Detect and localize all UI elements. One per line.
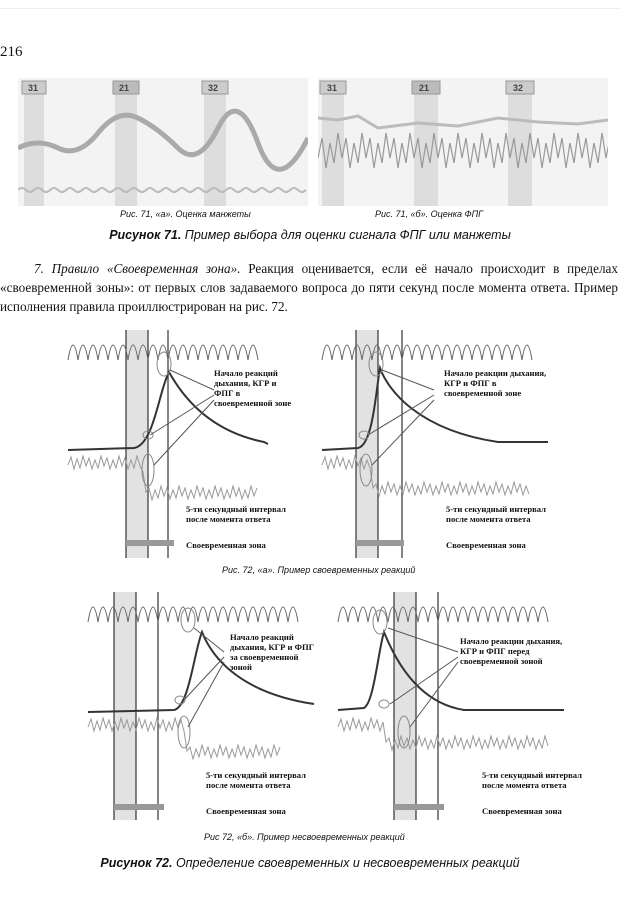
fig72-tr-breath (322, 345, 532, 360)
fig72-br-zone-band (394, 592, 416, 820)
fig72-tl-circle-1 (157, 352, 171, 376)
fig71-title (0, 228, 620, 242)
fig72-tr-chart (318, 330, 558, 560)
fig71a-label-3: 32 (208, 83, 219, 93)
fig72-br-interval: 5-ти секундный интервал после момента ответа (482, 770, 582, 790)
fig72-tl-zone: Своевременная зона (186, 540, 266, 550)
fig72-tr-zone-bar (356, 540, 404, 546)
fig72-title (0, 856, 620, 870)
fig72-br-breath (338, 607, 548, 622)
fig71b-caption: Рис. 71, «б». Оценка ФПГ (375, 209, 484, 219)
fig72-title-rest: Определение своевременных и несвоевременных реакций (172, 856, 520, 870)
fig72-br-ppg (338, 718, 548, 750)
fig72-tr-note: Начало реакции дыхания, КГР и ФПГ в своевременной зоне (444, 368, 547, 398)
fig72-bl-zone-band (114, 592, 136, 820)
fig72-tl-pointer-3 (154, 400, 214, 465)
fig72-tr-interval: 5-ти секундный интервал после момента ответа (446, 504, 546, 524)
fig72-br-pointer-3 (410, 662, 458, 727)
fig72-bl-note: Начало реакций дыхания, КГР и ФПГ за своевременной зоной (230, 632, 315, 672)
rule-paragraph (0, 259, 618, 316)
fig71b-label-1: 31 (327, 83, 338, 93)
fig71a-caption: Рис. 71, «а». Оценка манжеты (120, 209, 251, 219)
fig72-tr-zone-band (356, 330, 378, 558)
fig71a-chart (18, 78, 308, 206)
fig72-tl-chart (64, 330, 304, 560)
fig72b-caption: Рис 72, «б». Пример несвоевременных реакций (204, 832, 405, 842)
fig72-tr-pointer-3 (372, 400, 434, 465)
fig72-br-zone: Своевременная зона (482, 806, 562, 816)
fig72-tl-note: Начало реакций дыхания, КГР и ФПГ в своевременной зоне (214, 368, 292, 408)
fig71a-label-1: 31 (28, 83, 39, 93)
fig71b-band-1 (322, 86, 344, 206)
fig72-tl-ppg (68, 456, 257, 500)
fig72-bl-zone: Своевременная зона (206, 806, 286, 816)
fig72a-caption: Рис. 72, «а». Пример своевременных реакций (222, 565, 416, 575)
fig71-title-rest: Пример выбора для оценки сигнала ФПГ или манжеты (181, 228, 511, 242)
fig71b-label-2: 21 (419, 83, 430, 93)
fig71b-bg (318, 78, 608, 206)
fig72-tl-zone-band (126, 330, 148, 558)
fig71b-label-3: 32 (513, 83, 524, 93)
fig71a-bg (18, 78, 308, 206)
fig72-tl-zone-bar (126, 540, 174, 546)
fig72-bl-zone-bar (114, 804, 164, 810)
fig72-tr-zone: Своевременная зона (446, 540, 526, 550)
fig71b-chart (318, 78, 608, 206)
fig72-bl-interval: 5-ти секундный интервал после момента ответа (206, 770, 306, 790)
fig72-tl-pointer-1 (170, 370, 214, 390)
fig71-title-bold: Рисунок 71. (109, 228, 182, 242)
fig72-tl-interval: 5-ти секундный интервал после момента ответа (186, 504, 286, 524)
fig72-br-circle-2 (379, 700, 389, 708)
rule-heading: 7. Правило «Своевременная зона». (34, 261, 241, 276)
top-edge (0, 8, 620, 9)
fig72-bl-pointer-3 (188, 662, 224, 727)
fig72-br-zone-bar (394, 804, 444, 810)
fig72-br-note: Начало реакции дыхания, КГР и ФПГ перед своевременной зоной (460, 636, 563, 666)
rule-text: Реакция оценивается, если её начало происходит в пределах «своевременной зоны»: от первых слов задаваемого вопроса до пяти секунд после момента ответа. Пример исполнения правила проиллюстрирован на рис. 72. (0, 261, 618, 314)
fig72-title-bold: Рисунок 72. (100, 856, 173, 870)
fig72-tr-ppg (322, 456, 529, 496)
fig71a-label-2: 21 (119, 83, 130, 93)
page-number: 216 (0, 44, 23, 60)
